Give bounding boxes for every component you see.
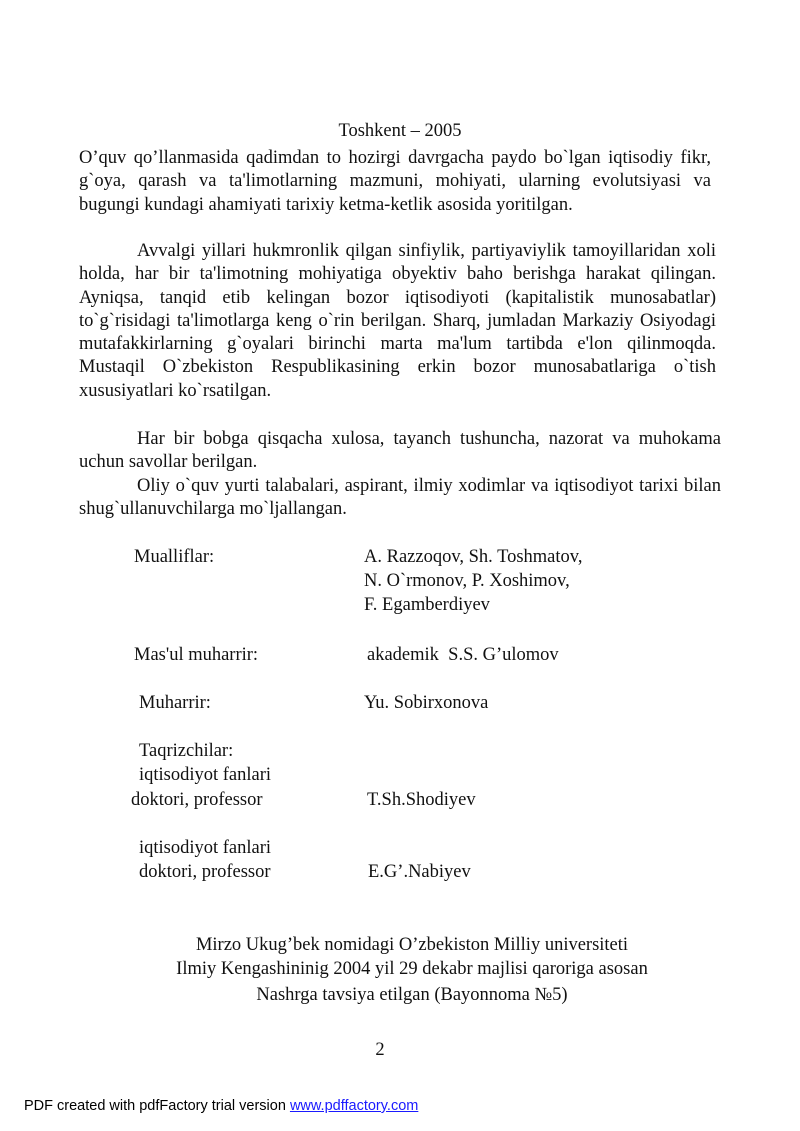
reviewer-1-name: T.Sh.Shodiyev bbox=[367, 790, 476, 810]
approval-line-1: Mirzo Ukug’bek nomidagi O’zbekiston Milliy universiteti bbox=[195, 935, 629, 955]
authors-label: Mualliflar: bbox=[134, 547, 215, 567]
editor-label: Muharrir: bbox=[139, 693, 211, 713]
reviewer-2-title-line-2: doktori, professor bbox=[139, 862, 271, 882]
footer-text: PDF created with pdfFactory trial version bbox=[24, 1098, 290, 1114]
reviewer-1-title-line-2: doktori, professor bbox=[131, 790, 263, 810]
abstract-paragraph-3: Har bir bobga qisqacha xulosa, tayanch tushuncha, nazorat va muhokama uchun savollar berilgan. bbox=[79, 429, 721, 473]
pdf-footer bbox=[24, 1098, 418, 1114]
abstract-paragraph-2: Avvalgi yillari hukmronlik qilgan sinfiylik, partiyaviylik tamoyillaridan xoli holda, har bir ta'limotning mohiyatiga obyektiv baho berishga harakat qilingan. Ayniqsa, tanqid etib kelingan bozor iqtisodiyoti (kapitalistik munosabatlar) to`g`risidagi ta'limotlarga keng o`rin berilgan. Sharq, jumladan Markaziy Osiyodagi mutafakkirlarning g`oyalari birinchi marta ma'lum tartibda e'lon qilinmoqda. Mustaqil O`zbekiston Respublikasining erkin bozor munosabatlariga o`tish xususiyatlari ko`rsatilgan. bbox=[79, 241, 716, 401]
city-year: Toshkent – 2005 bbox=[338, 121, 462, 141]
abstract-paragraph-4: Oliy o`quv yurti talabalari, aspirant, ilmiy xodimlar va iqtisodiyot tarixi bilan shug`ullanuvchilarga mo`ljallangan. bbox=[79, 476, 721, 520]
editor-name: Yu. Sobirxonova bbox=[364, 693, 489, 713]
reviewers-label: Taqrizchilar: bbox=[139, 741, 234, 761]
approval-line-3: Nashrga tavsiya etilgan (Bayonnoma №5) bbox=[256, 985, 568, 1005]
chief-editor-name: akademik S.S. G’ulomov bbox=[367, 645, 559, 665]
page-number: 2 bbox=[375, 1040, 385, 1060]
approval-line-2: Ilmiy Kengashininig 2004 yil 29 dekabr majlisi qaroriga asosan bbox=[176, 959, 648, 979]
authors-line-1: A. Razzoqov, Sh. Toshmatov, bbox=[364, 547, 583, 567]
abstract-paragraph-1: O’quv qo’llanmasida qadimdan to hozirgi davrgacha paydo bo`lgan iqtisodiy fikr, g`oya, qarash va ta'limotlarning mazmuni, mohiyati, ularning evolutsiyasi va bugungi kundagi ahamiyati tarixiy ketma-ketlik asosida yoritilgan. bbox=[79, 148, 711, 215]
pdffactory-link[interactable]: www.pdffactory.com bbox=[289, 1098, 419, 1114]
authors-line-2: N. O`rmonov, P. Xoshimov, bbox=[364, 571, 570, 591]
reviewer-2-name: E.G’.Nabiyev bbox=[368, 862, 471, 882]
reviewer-2-title-line-1: iqtisodiyot fanlari bbox=[139, 838, 272, 858]
reviewer-1-title-line-1: iqtisodiyot fanlari bbox=[139, 765, 272, 785]
chief-editor-label: Mas'ul muharrir: bbox=[134, 645, 259, 665]
authors-line-3: F. Egamberdiyev bbox=[364, 595, 490, 615]
